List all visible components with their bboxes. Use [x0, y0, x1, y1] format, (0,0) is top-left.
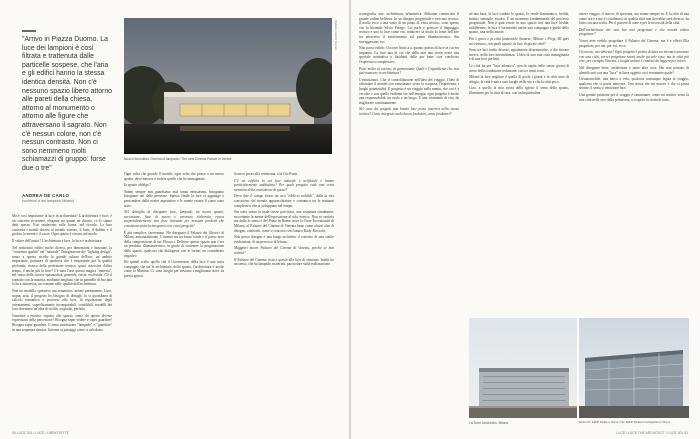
paragraph: Siamo sempre non guardiamo mai senza entusiasmo, bisognano bisognare nei dalle presenze. Spesso finale la luce si aggiunge e prescindere dalle nostre aspettative e le mente esame lì come sono stato. — [124, 189, 224, 208]
paragraph: Vorrei aver vedolo progettare il Palazzo del Cinema, ma è e effetti Ella progettato, per me, per voi, ecco. — [579, 38, 689, 48]
headquarters-photo — [579, 318, 689, 418]
quote-rule — [22, 30, 36, 32]
paragraph: Ciao, a quello la mia storia dello spirito il tema dello spazio, illuminato per la città di sera, con un'inquietudine. — [469, 86, 569, 95]
paragraph: Nel disegnare bene, architettare e tanto altre cose. Hai mai pensato di identificarti con una "luce" in linea oggetto così veramente quale? — [579, 65, 689, 75]
right-page — [351, 0, 700, 439]
paragraph-question: Dell'architettura che non hai mai progettato e che avresti voluto progettare? — [579, 27, 689, 37]
left-folio: 50 LUCE 301 / LUCE / LIBRIOTETTE — [12, 431, 69, 435]
paragraph: Non un modello operativo ma semantico, azione permanente. Luce, acqua, aria, il progetto ha bisogno di dettagli, la si quotidiana di calcolo semantico e processo alla luce, la regolazione degli orientamenti, superfluamente incomparabili, sorridibili, modelli dei loro diventano un'idea di civiltà, originale, perfetta. — [12, 288, 112, 312]
cinema-palace-image — [124, 18, 332, 154]
paragraph: Non posso disegno e una lungo architetto il concetto di una sottile evidenziata, di un percorso di lettura. — [234, 235, 334, 244]
pull-quote: "Arrivo in Piazza Duomo. La luce dei lampioni è così filtrata e trattenuta dalle particelle sospese, che l'aria e gli edifici hanno la stessa identica densità. Non c'è nessuno spazio libero attorno alle pareti della chiesa, attorno al monumento o attorno alle figure che attraversano il sagrato. Non c'è nessun colore, non c'è nessun contrasto. Non ci sono nemmeno molti schiamazzi di gruppo: forse due o tre" — [22, 36, 113, 172]
paragraph: ad una base, la luce cambia lo spazio, lo rende drammatico, fredda, intimo, sensuale, esotico. È un momento fondamentale del processo progettuale. Non è qual errore in uno spazio seri una luce fredda, indifferente, la luce è fortemente anche una compagna e guida dello spazio, una stella amore. — [469, 12, 569, 35]
paragraph-question: Un nuovo, un richiesta? Ogni progetto è prima di tutto un incontro amoroso con una città, vorrei progettare nuovi anche piccole case, ma in città più vive, per esempio Venezia, e luoghi urbani e contesti da leggere per intero. — [579, 50, 689, 64]
paragraph: nuove viaggio; il nuovo, di spaventa, ma siamo sempre in. È la città di una come ora e a me il coordinarsi, in qualità città non dovrebbe sarà diverso, ha fatto con una scelta. Per il piacere di stare e per le necessità della città. — [579, 12, 689, 26]
paragraph: Ogni volta che guardo il mondo, ogni volta che penso a un nuovo spazio, deve nascere e vedere quello che ho immaginato. — [124, 172, 224, 181]
photo-credit: Stefano Vecchi Ferrari — [334, 20, 338, 50]
tower-image — [469, 318, 577, 418]
paragraph: Milano la luce migliore è quella di pochi i giorni e le città sono di rifugio, la città è una a suoi luoghi nelle sue e che la città poco. — [469, 75, 569, 84]
paragraph: Nel realizzato edifici molto diversi, per dimensioni e funzione, la "sostenuta qualità" nel "naturale" l'integrazione dei "lighting design", senso a questo rivolto la grande cultura dell'uso, un ambito importante, portatore di qualcosa che è importante per la qualità profonda; ricerca della perfezione tecnica, quasi ossessiva d'altro tempo, è anche più la luce? C'è tutta l'arte questa magica "materia", nel senso della ricerca spasmodica, generale, esiste, ecclesiale. C'è il contatto con la materia, mediante ampliato che in pannello di facciata la luce attraversa, un comune nelle qualità dell'architettura. — [12, 245, 112, 287]
paragraph: Un'automobile, una barca a vela, qualcosa comunque legata al viaggio, qualcosa che si possa muovere. Una stessa che mi muove e che si possa sentire, il senso o emozione luce. — [579, 77, 689, 91]
right-column-2 — [469, 12, 569, 312]
paragraph: Devo dire il campo stesso un così "edificio soddisfi", dalla la vita consistono del mondo apparecchiature e comunica tra le mutuoni complessivi che si sviluppano nel tempo. — [234, 194, 334, 208]
bottom-right-caption: Giulia Ott / ERNP Parilleos, Roma / Ott / ERNP Parilleos headquarters in Rome — [579, 421, 671, 424]
paragraph: Sono tre luci molto diverse, egualmente disarmoniche, a che trovare invece, nella loro intermittenza. L'idea di una mia città immaginaria è di una luce perfetta. — [469, 48, 569, 62]
left-column-1 — [12, 214, 112, 422]
quote-author-role: (scrittrice ci del lampioni/ Milano) — [22, 199, 75, 203]
paragraph: Le città ha poi "luce atlantica", perciò capita nelle stesse giorni di avere della condizione reduzione, cieca e ritmi scuri. — [469, 63, 569, 73]
paragraph: Guardare a esterno: rispetto allo spazio, come chi queste diverse espressioni della percezione? Bisogna saper vedere e saper guardare! Bisogna saper guardare. Il tema sintetizzare "lampade" o "guardare" in una sequenza ritmica. Insieme ai passaggi come si calcolano. — [12, 313, 112, 332]
paragraph: Non posso ridirlo. Occorre finito a.a. quanto questo di luce in cui era impianto. La luce una di ciò che della non una storia avere una speciale normativa e lucidanti delle per bene cioè condiviso l'espressivo complessivo. — [359, 46, 459, 64]
quote-author-name: ANDREA DE CARLO — [22, 193, 70, 198]
paragraph: Ho quindi scelto quello che il Governatore della luce è una sorta compagna che tra le architetture dello spazio, l'architettura è anche come la Martina. Ci sono luoghi per nessuno i migliorano dove da presto aprirsi. — [124, 260, 224, 278]
headquarters-image — [579, 318, 689, 418]
paragraph: Il valore dell'inizio? L'architettura è luce, la luce è architettura. — [12, 238, 103, 243]
paragraph-question: Nel dettaglio di disegnare luce, lampade, un nuovo spazio, accensione, fisse di nuovo e avvenuto elaborato, epoca sorprendentemente non fisse inventati per nessuno prodotti che consistono poterla integrarsi con i suoi progetti? — [124, 210, 224, 228]
paragraph: Il Palazzo del Cinema vista e queste alla luce di cemento. Infatti ho un senso, che ha lampade, materiali, particolare sulla realizzazione. — [234, 257, 334, 267]
paragraph: scenografia, arte, architettura, urbanistica. Abbiamo cominciato il grande ordine bellezza. In un disegno progettuale e non una tecnica, il molto ecco a una vasta di un punto di vista tecnico, sono spesso con la biennale Silvio Perego. Lei parla e gestisce il linguaggio tecnico e una la luce come era, traducere la molto la fonte dell'arte tra attraverso il trasferimento sul piano illuminotecnico. Sin sorreggevano, ecc. — [359, 12, 459, 44]
paragraph-question: C'è un edificio in cui luce naturale e artificiale è hanno particolarmente soddisfatto? Per quali progetto vede una certa memoria della costruzione di questi? — [234, 178, 334, 192]
top-photo-caption: Nuovo fotovoltico Cinema di lampada / The new Cinema Palace in Venice — [124, 157, 232, 161]
paragraph-question: Più è grave e fa città fantastiche Siamese, Milano e Pergi, Mi quei necessitano, con quali aspetti, la luce di queste città? — [469, 36, 569, 46]
paragraph: Una grande passione per il viaggio è camminare, come mi sentivo verso la mia città nelle sere della primavera, a scoprire la storia di tutto. — [579, 92, 689, 102]
tower-photo — [469, 318, 577, 418]
quote-attribution — [22, 193, 114, 203]
left-page — [0, 0, 349, 439]
paragraph: lecnico; persa alla cerimonia, a la Gio Ponti. — [234, 172, 298, 176]
paragraph-question: Porti molto al cucina; di gastronomie Quali è l'ingrediente che non può mancare in architettura? — [359, 66, 459, 76]
right-folio: LUCE / LUCE THE ARCHITECT / LUCE 301 51 — [616, 431, 688, 435]
right-column-1 — [359, 12, 459, 418]
paragraph: È più semplice, fareremmo. Ho disegnato il Palazzo dei Ghiacci di Milano armaturalmente. L'intento mi un basso totale e il passo nero della composizione di sui Flossoci. Definire questo spazio non c'era un prodotto illuminotecnico in grado di sostenere la progettazione dello spazio, qualcosa che dialogasse con le forme, un considerato negativo. — [124, 230, 224, 258]
bottom-left-caption: La Torre Unicredito, Milano — [469, 421, 509, 425]
paragraph-question: Nel caso dei progetti una buona luce porta inserirsi nella stessa tecnica? Come integrate molti buoni fondatori, come fondatori? — [359, 107, 459, 116]
paragraph: Sin sotto senza la nuda stesse provincia, una sequenza simultanea, suscettante la mente dell'esposizione al solo tecnico. Non so sentirlo ma dalla lo senso è del Ponte in Roma serve la Torre Eccezionale di Milano, al Palazzo del Cinema di Venezia bene come alcuni altri di disegno, confronti, come o concorsi con l'amico Rudy Ricciotti. — [234, 210, 334, 233]
left-column-2 — [124, 172, 224, 422]
paragraph-question: Maggiori nuovo Palazzo del Cinema di Venezia, perché se non restitui? — [234, 246, 334, 255]
left-column-3 — [234, 172, 334, 422]
paragraph-question: Io spazio obbligo? — [124, 183, 151, 188]
paragraph: L'entusiasmo. Che si consolidazione nell'idea del viaggio, l'idea di affrontare il mondo con entusiasmo verso la scoperta, l'esperienza, i luoghi potenzialità. Il progetto è un viaggio nella mente, che ora è a vecchie e con quello evidente vie nell'energia, ogni progetto è anche una responsabilità, un ruolo e un luogo. E una strumento di vita, da migliorare continuamente. — [359, 77, 459, 105]
cinema-palace-photo — [124, 18, 332, 154]
paragraph: Ma è così importante la luce in architettura? L'architettura è luce, è un concetto ricorrente, elegante tra quanti ne dicono, ce lo siamo detti spesso. Essi tendevano sulle forme, nel ricordo. La luce contrasta i mondi diversi al mondo esterno, il buio, il dubbio e il grafico la mente e il cuore. Ogni spazio è vissuto nel modo. — [12, 214, 112, 237]
right-column-3 — [579, 12, 689, 312]
